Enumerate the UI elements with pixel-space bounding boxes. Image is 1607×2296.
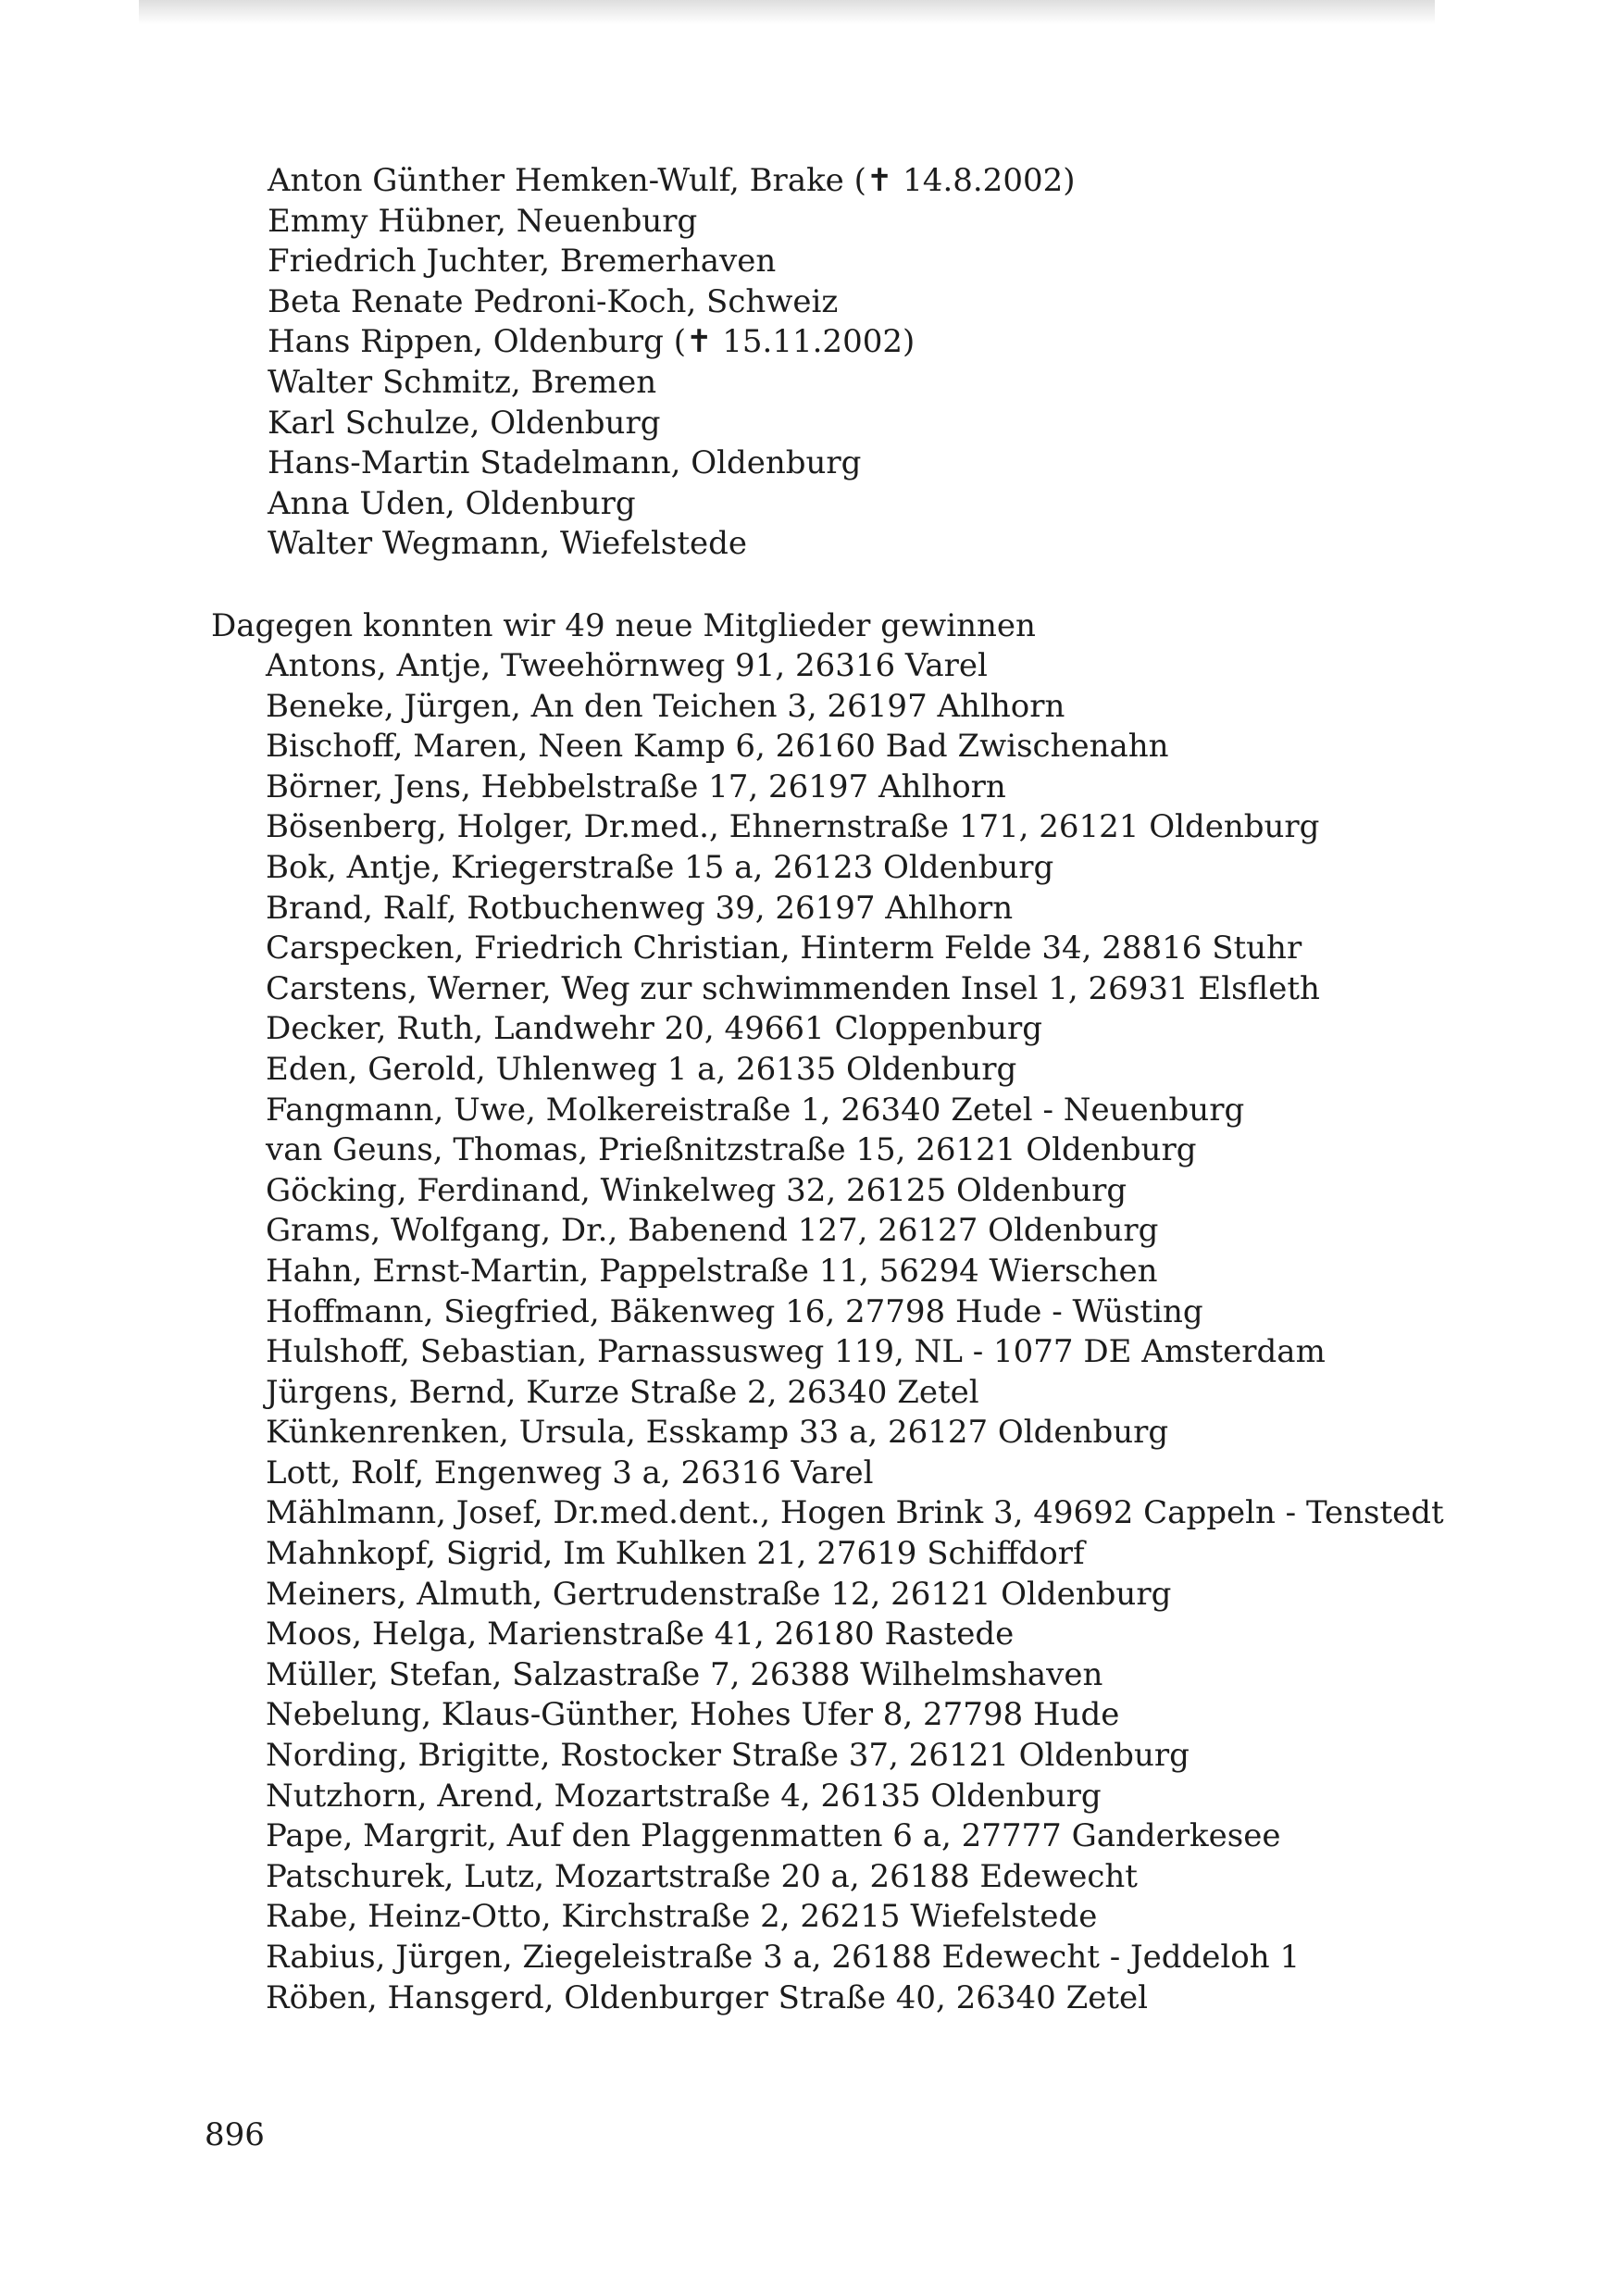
list-item: Bok, Antje, Kriegerstraße 15 a, 26123 Oldenburg [266, 848, 1054, 886]
list-item: Bischoff, Maren, Neen Kamp 6, 26160 Bad Zwischenahn [266, 728, 1169, 766]
list-item: Beneke, Jürgen, An den Teichen 3, 26197 Ahlhorn [266, 687, 1065, 725]
list-item: Künkenrenken, Ursula, Esskamp 33 a, 26127 Oldenburg [266, 1414, 1169, 1452]
list-item: Walter Wegmann, Wiefelstede [268, 525, 748, 563]
list-item: Carstens, Werner, Weg zur schwimmenden Insel 1, 26931 Elsfleth [266, 969, 1320, 1007]
list-item: Nutzhorn, Arend, Mozartstraße 4, 26135 Oldenburg [266, 1777, 1102, 1815]
list-item: Emmy Hübner, Neuenburg [268, 202, 698, 240]
list-item: Karl Schulze, Oldenburg [268, 404, 661, 442]
new-members-list [266, 646, 1607, 2018]
list-item: Hulshoff, Sebastian, Parnassusweg 119, NL - 1077 DE Amsterdam [266, 1333, 1326, 1371]
page-number: 896 [205, 2116, 265, 2153]
list-item: Fangmann, Uwe, Molkereistraße 1, 26340 Zetel - Neuenburg [266, 1091, 1245, 1129]
list-item: Jürgens, Bernd, Kurze Straße 2, 26340 Zetel [266, 1373, 979, 1411]
new-members-intro: Dagegen konnten wir 49 neue Mitglieder gewinnen [211, 607, 1036, 644]
list-item: Göcking, Ferdinand, Winkelweg 32, 26125 Oldenburg [266, 1171, 1127, 1209]
list-item: Moos, Helga, Marienstraße 41, 26180 Rastede [266, 1616, 1015, 1653]
list-item: Brand, Ralf, Rotbuchenweg 39, 26197 Ahlhorn [266, 889, 1014, 927]
list-item: Antons, Antje, Tweehörnweg 91, 26316 Varel [266, 647, 988, 684]
list-item: Rabe, Heinz-Otto, Kirchstraße 2, 26215 Wiefelstede [266, 1898, 1098, 1936]
list-item: Friedrich Juchter, Bremerhaven [268, 243, 777, 281]
list-item: Grams, Wolfgang, Dr., Babenend 127, 26127 Oldenburg [266, 1212, 1159, 1250]
list-item: Nebelung, Klaus-Günther, Hohes Ufer 8, 27798 Hude [266, 1696, 1120, 1734]
list-item: Röben, Hansgerd, Oldenburger Straße 40, 26340 Zetel [266, 1978, 1149, 2016]
list-item: Meiners, Almuth, Gertrudenstraße 12, 26121 Oldenburg [266, 1575, 1172, 1613]
list-item: Eden, Gerold, Uhlenweg 1 a, 26135 Oldenburg [266, 1050, 1017, 1088]
list-item: Hahn, Ernst-Martin, Pappelstraße 11, 56294 Wierschen [266, 1252, 1158, 1290]
list-item: Pape, Margrit, Auf den Plaggenmatten 6 a, 27777 Ganderkesee [266, 1817, 1281, 1855]
list-item: Walter Schmitz, Bremen [268, 363, 657, 401]
list-item: Beta Renate Pedroni-Koch, Schweiz [268, 282, 839, 320]
list-item: Börner, Jens, Hebbelstraße 17, 26197 Ahlhorn [266, 767, 1006, 805]
list-item: Carspecken, Friedrich Christian, Hinterm Felde 34, 28816 Stuhr [266, 930, 1302, 967]
list-item: Patschurek, Lutz, Mozartstraße 20 a, 26188 Edewecht [266, 1857, 1138, 1895]
list-item: van Geuns, Thomas, Prießnitzstraße 15, 26121 Oldenburg [266, 1131, 1197, 1169]
list-item: Nording, Brigitte, Rostocker Straße 37, 26121 Oldenburg [266, 1737, 1190, 1775]
list-item: Mählmann, Josef, Dr.med.dent., Hogen Brink 3, 49692 Cappeln - Tenstedt [266, 1494, 1444, 1532]
list-item: Bösenberg, Holger, Dr.med., Ehnernstraße 171, 26121 Oldenburg [266, 808, 1320, 846]
list-item: Mahnkopf, Sigrid, Im Kuhlken 21, 27619 Schiffdorf [266, 1535, 1085, 1573]
list-item: Anton Günther Hemken-Wulf, Brake (✝ 14.8.2002) [268, 162, 1076, 199]
list-item: Anna Uden, Oldenburg [268, 484, 636, 522]
list-item: Müller, Stefan, Salzastraße 7, 26388 Wilhelmshaven [266, 1655, 1103, 1693]
list-item: Hoffmann, Siegfried, Bäkenweg 16, 27798 Hude - Wüsting [266, 1292, 1203, 1330]
list-item: Lott, Rolf, Engenweg 3 a, 26316 Varel [266, 1454, 874, 1491]
list-item: Hans Rippen, Oldenburg (✝ 15.11.2002) [268, 323, 916, 361]
list-item: Rabius, Jürgen, Ziegeleistraße 3 a, 26188 Edewecht - Jeddeloh 1 [266, 1939, 1301, 1976]
list-item: Hans-Martin Stadelmann, Oldenburg [268, 444, 862, 482]
deceased-members-list [268, 161, 1607, 565]
list-item: Decker, Ruth, Landwehr 20, 49661 Cloppenburg [266, 1010, 1043, 1048]
